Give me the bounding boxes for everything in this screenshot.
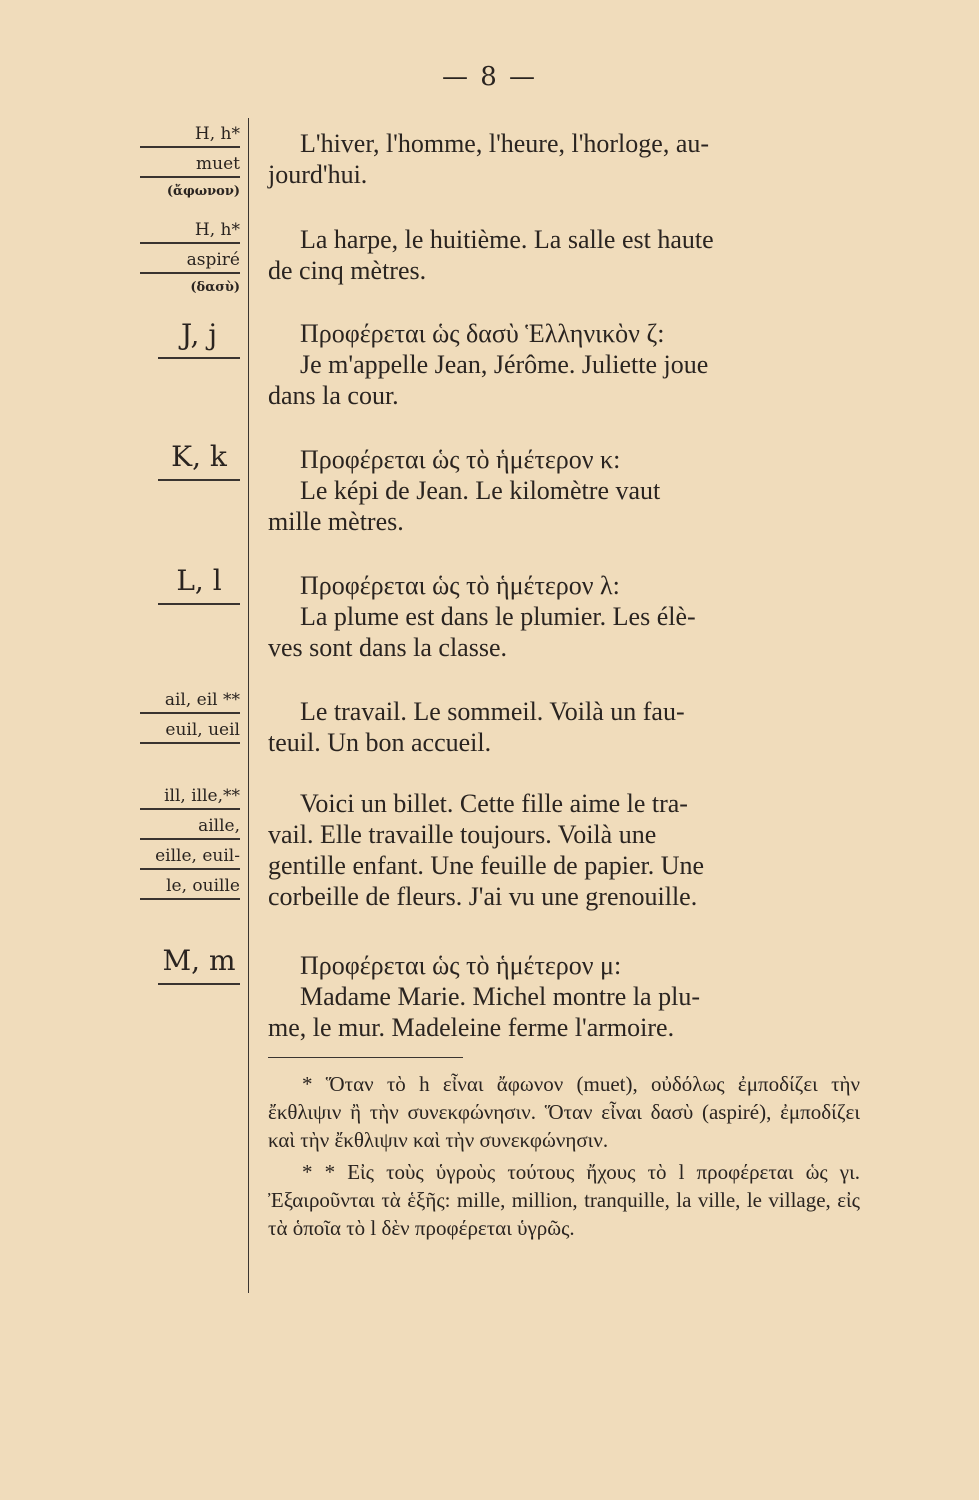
column-divider (248, 118, 249, 1293)
margin-line: J, j (158, 318, 240, 359)
margin-label-ill (140, 786, 240, 906)
margin-line: aille, (140, 816, 240, 840)
text-line: jourd'hui. (268, 160, 368, 189)
paragraph-h-muet (268, 128, 858, 190)
text-line: dans la cour. (268, 381, 399, 410)
margin-line: eille, euil- (140, 846, 240, 870)
paragraph-j (268, 318, 858, 411)
text-line: Προφέρεται ὡς τὸ ἡμέτερον λ: (300, 571, 620, 600)
text-line: me, le mur. Madeleine ferme l'armoire. (268, 1013, 675, 1042)
footnote-rule (268, 1057, 463, 1058)
text-line: Προφέρεται ὡς δασὺ Ἑλληνικὸν ζ: (300, 319, 665, 348)
paragraph-ill (268, 788, 858, 912)
text-line: vail. Elle travaille toujours. Voilà une (268, 820, 657, 849)
margin-label-k (140, 440, 240, 487)
paragraph-k (268, 444, 858, 537)
page-number: — 8 — (441, 62, 538, 92)
margin-label-j (140, 318, 240, 365)
margin-line: aspiré (140, 250, 240, 274)
margin-line: H, h* (140, 220, 240, 244)
text-line: corbeille de fleurs. J'ai vu une grenouille. (268, 882, 698, 911)
margin-line: M, m (158, 944, 240, 985)
margin-line: le, ouille (140, 876, 240, 900)
margin-label-h-muet (140, 124, 240, 207)
footnote-2: * * Εἰς τοὺς ὑγροὺς τούτους ἤχους τὸ l προφέρεται ὡς γι. Ἐξαιροῦνται τὰ ἑξῆς: mille, million, tranquille, la ville, le village, εἰς τὰ ὁποῖα τὸ l δὲν προφέρεται ὑγρῶς. (268, 1160, 860, 1240)
text-line: Voici un billet. Cette fille aime le tra- (300, 789, 688, 818)
margin-line: K, k (158, 440, 240, 481)
margin-label-h-aspire (140, 220, 240, 303)
footnotes (268, 1070, 860, 1246)
margin-line: L, l (158, 564, 240, 605)
margin-label-ail (140, 690, 240, 750)
text-line: L'hiver, l'homme, l'heure, l'horloge, au- (300, 129, 710, 158)
margin-label-l (140, 564, 240, 611)
margin-line: euil, ueil (140, 720, 240, 744)
text-line: de cinq mètres. (268, 256, 427, 285)
text-line: Προφέρεται ὡς τὸ ἡμέτερον μ: (300, 951, 622, 980)
margin-line: (δασὺ) (190, 280, 240, 295)
text-line: Madame Marie. Michel montre la plu- (300, 982, 700, 1011)
text-line: Le képi de Jean. Le kilomètre vaut (300, 476, 661, 505)
margin-line: ill, ille,** (140, 786, 240, 810)
text-line: Le travail. Le sommeil. Voilà un fau- (300, 697, 685, 726)
margin-line: muet (140, 154, 240, 178)
margin-line: ail, eil ** (140, 690, 240, 714)
paragraph-l (268, 570, 858, 663)
text-line: La plume est dans le plumier. Les élè- (300, 602, 696, 631)
text-line: mille mètres. (268, 507, 404, 536)
text-line: teuil. Un bon accueil. (268, 728, 492, 757)
paragraph-ail (268, 696, 858, 758)
text-line: gentille enfant. Une feuille de papier. Une (268, 851, 705, 880)
text-line: Je m'appelle Jean, Jérôme. Juliette joue (300, 350, 709, 379)
text-line: Προφέρεται ὡς τὸ ἡμέτερον κ: (300, 445, 621, 474)
text-line: ves sont dans la classe. (268, 633, 508, 662)
text-line: La harpe, le huitième. La salle est haute (300, 225, 714, 254)
paragraph-m (268, 950, 858, 1043)
paragraph-h-aspire (268, 224, 858, 286)
margin-line: (ἄφωνον) (166, 184, 240, 199)
margin-line: H, h* (140, 124, 240, 148)
margin-label-m (140, 944, 240, 991)
footnote-1: * Ὅταν τὸ h εἶναι ἄφωνον (muet), οὐδόλως ἐμποδίζει τὴν ἔκθλιψιν ἢ τὴν συνεκφώνησιν. Ὅταν εἶναι δασὺ (aspiré), ἐμποδίζει καὶ τὴν ἔκθλιψιν καὶ τὴν συνεκφώνησιν. (268, 1072, 860, 1152)
